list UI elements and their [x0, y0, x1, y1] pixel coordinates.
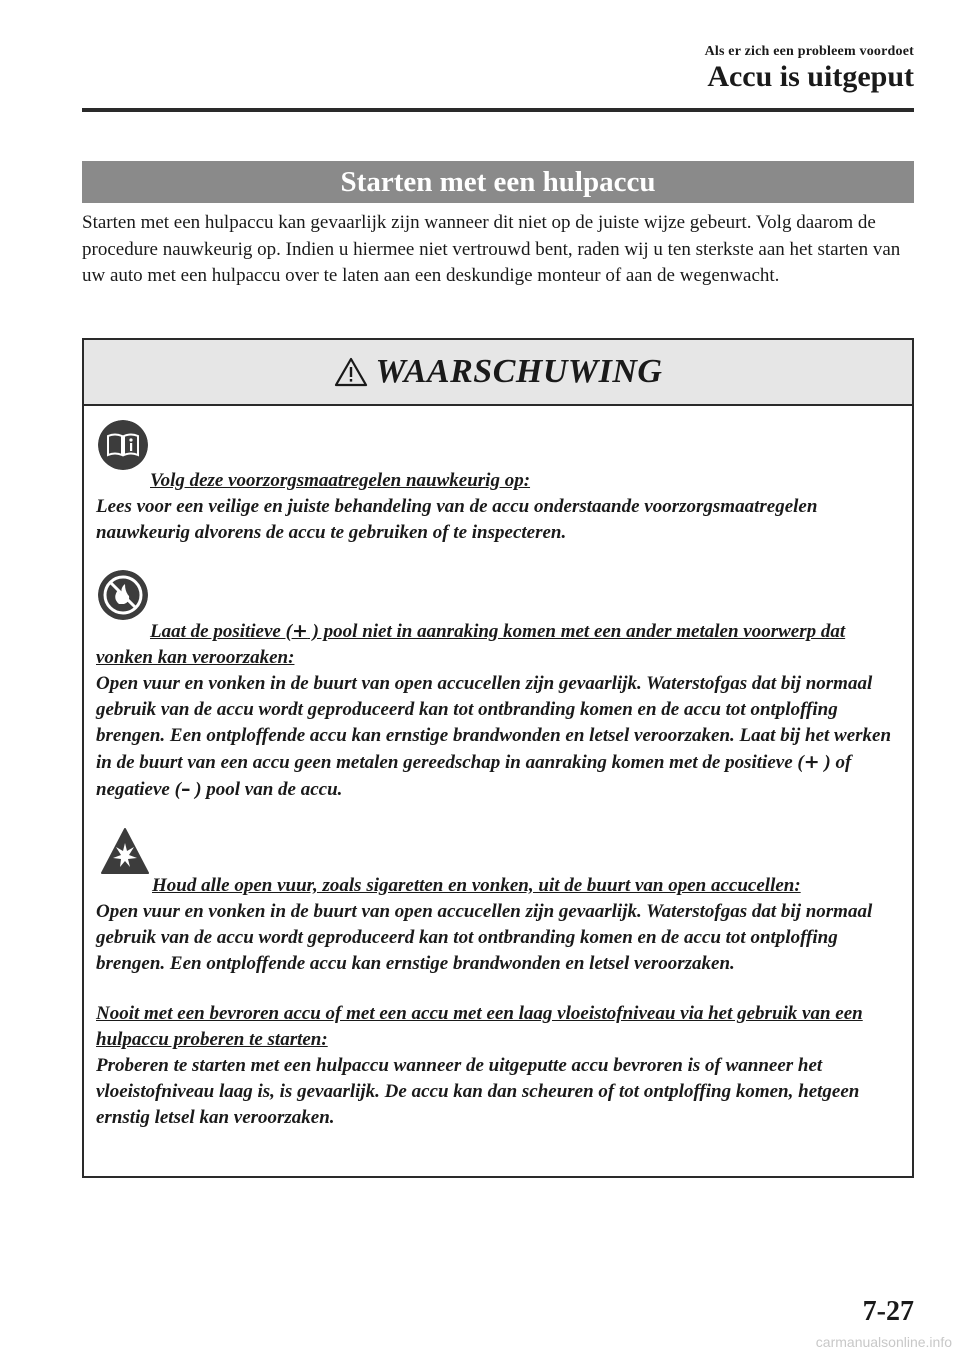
warning-item	[96, 1001, 898, 1131]
plus-symbol: +	[291, 620, 308, 642]
section-heading	[82, 161, 914, 203]
plus-symbol: +	[803, 751, 820, 773]
heading-text: ) pool niet in aanraking komen met een ander metalen voorwerp dat vonken kan veroorzaken:	[96, 621, 846, 668]
watermark-text: carmanualsonline.info	[815, 1334, 952, 1350]
warning-box	[82, 338, 914, 1178]
no-open-flame-icon	[98, 570, 148, 620]
warning-item-body: Open vuur en vonken in de buurt van open accucellen zijn gevaarlijk. Waterstofgas dat bij normaal gebruik van de accu wordt geproduceerd kan tot ontbranding komen en de accu tot ontploffing brengen. Een ontploffende accu kan ernstige brandwonden en letsel veroorzaken.	[96, 901, 873, 974]
warning-item-body	[96, 671, 898, 803]
warning-item	[96, 570, 898, 803]
warning-item	[96, 827, 898, 977]
warning-item-heading	[96, 621, 845, 668]
warning-item	[96, 420, 898, 546]
intro-paragraph: Starten met een hulpaccu kan gevaarlijk zijn wanneer dit niet op de juiste wijze gebeurt. Volg daarom de procedure nauwkeurig op. Indien u hiermee niet vertrouwd bent, raden wij u ten sterkste aan het starten van uw auto met een hulpaccu over te laten aan een deskundige monteur of aan de wegenwacht.	[82, 212, 901, 286]
section-title: Starten met een hulpaccu	[340, 165, 656, 198]
warning-item-body: Proberen te starten met een hulpaccu wanneer de uitgeputte accu bevroren is of wanneer het vloeistofniveau laag is, is gevaarlijk. De accu kan dan scheuren of tot ontploffing komen, hetgeen ernstig letsel kan veroorzaken.	[96, 1055, 860, 1128]
explosion-hazard-icon	[100, 827, 150, 875]
warning-item-body: Lees voor een veilige en juiste behandeling van de accu onderstaande voorzorgsmaatregelen nauwkeurig alvorens de accu te gebruiken of te inspecteren.	[96, 496, 818, 543]
warning-item-heading: Volg deze voorzorgsmaatregelen nauwkeurig op:	[150, 470, 531, 491]
warning-item-heading: Nooit met een bevroren accu of met een accu met een laag vloeistofniveau via het gebruik van een hulpaccu proberen te starten:	[96, 1003, 863, 1050]
manual-read-icon	[98, 420, 148, 470]
body-text: ) pool van de accu.	[190, 779, 343, 800]
warning-triangle-icon	[334, 357, 368, 387]
warning-header	[84, 340, 912, 406]
header-divider	[82, 108, 914, 112]
warning-item-heading: Houd alle open vuur, zoals sigaretten en vonken, uit de buurt van open accucellen:	[152, 875, 801, 896]
page-number: 7-27	[862, 1296, 914, 1327]
body-text: Open vuur en vonken in de buurt van open accucellen zijn gevaarlijk. Waterstofgas dat bij normaal gebruik van de accu wordt geproduceerd kan tot ontbranding komen en de accu tot ontploffing brengen. Een ontploffende accu kan ernstige brandwonden en letsel veroorzaken. Laat bij het werken in de buurt van een accu geen metalen gereedschap in aanraking komen met de positieve (	[96, 673, 892, 773]
warning-title: WAARSCHUWING	[375, 353, 663, 390]
page-title: Accu is uitgeput	[707, 60, 914, 93]
heading-text: Laat de positieve (	[150, 621, 292, 642]
body-text: ) of negatieve (	[96, 752, 852, 800]
chapter-title: Als er zich een probleem voordoet	[704, 44, 914, 59]
warning-body	[84, 406, 912, 1131]
minus-symbol: –	[180, 778, 191, 800]
